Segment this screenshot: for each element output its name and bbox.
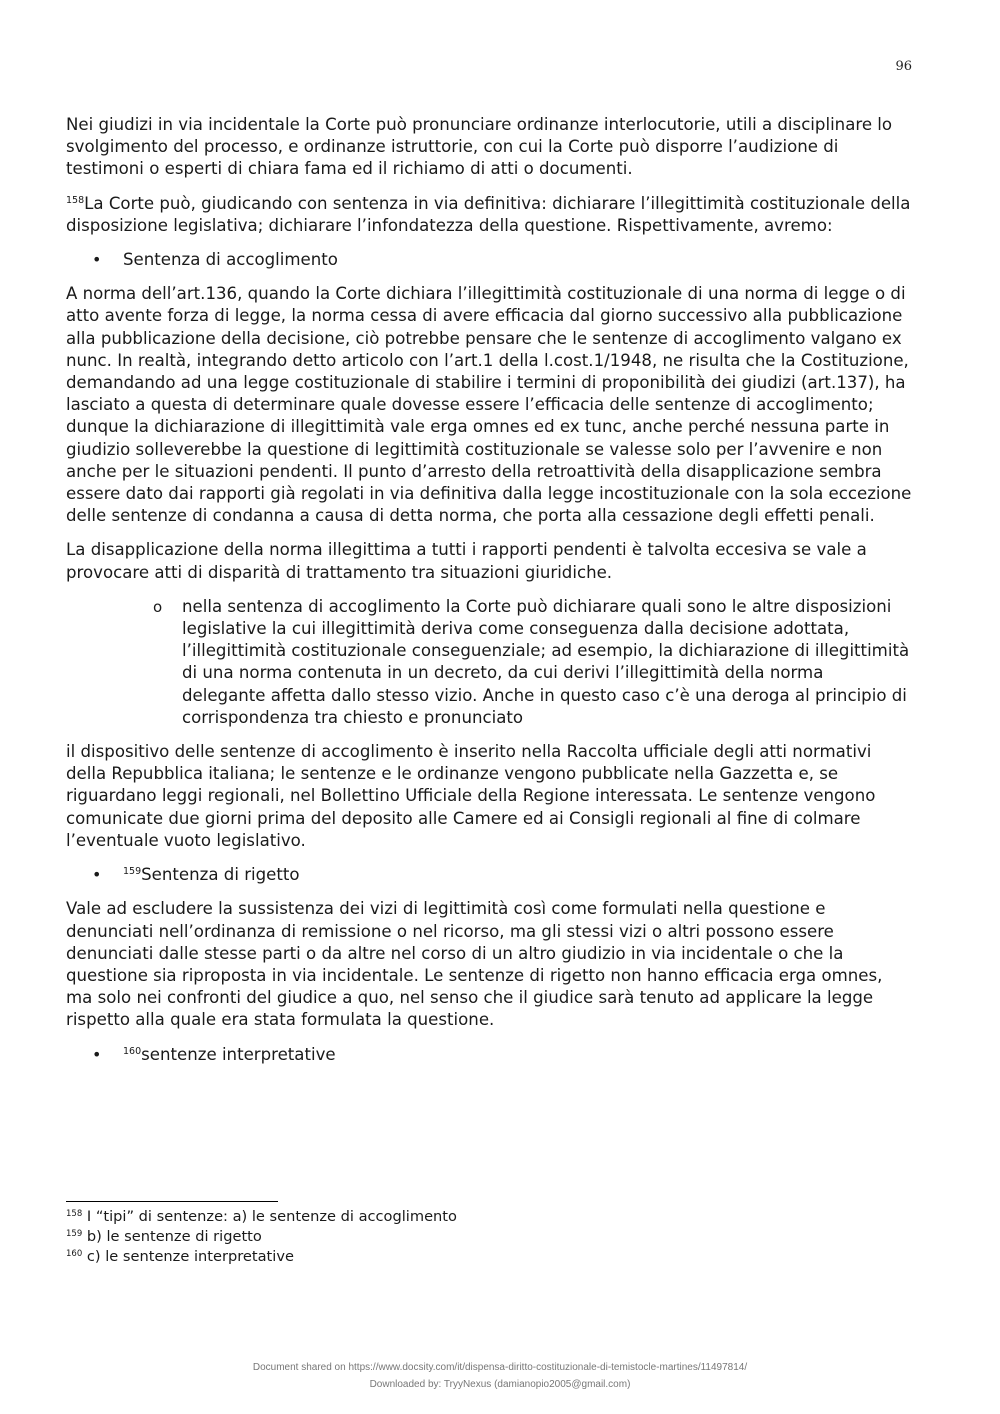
page-number: 96 <box>895 59 912 74</box>
paragraph-art-136: A norma dell’art.136, quando la Corte dichiara l’illegittimità costituzionale di una norma di legge o di atto avente forza di legge, la norma cessa di avere efficacia dal giorno successivo alla pubblicazione alla pubblicazione della decisione, ciò potrebbe pensare che le sentenze di accoglimento valgano ex nunc. In realtà, integrando detto articolo con l’art.1 della l.cost.1/1948, ne risulta che la Costituzione, demandando ad una legge costituzionale di stabilire i termini di proponibilità dei giudizi (art.137), ha lasciato a questa di determinare quale dovesse essere l’efficacia delle sentenze di accoglimento; dunque la dichiarazione di illegittimità vale erga omnes ed ex tunc, anche perché nessuna parte in giudizio solleverebbe la questione di legittimità costituzionale se valesse solo per l’avvenire e non anche per le situazioni pendenti. Il punto d’arresto della retroattività della disapplicazione sembra essere dato dai rapporti già regolati in via definitiva dalla legge incostituzionale con la sola eccezione delle sentenze di condanna a causa di detta norma, che porta alla cessazione degli effetti penali. <box>66 284 912 526</box>
bullet-label: Sentenza di rigetto <box>141 865 300 885</box>
footnote-number: 159 <box>66 1229 83 1239</box>
paragraph-sentenze-definitive <box>66 193 912 237</box>
footnote-separator <box>66 1201 278 1202</box>
bullet-sentenza-accoglimento <box>66 249 912 271</box>
footnote-text: b) le sentenze di rigetto <box>86 1228 262 1245</box>
footnote-ref-159[interactable]: 159 <box>123 866 142 878</box>
paragraph-rigetto: Vale ad escludere la sussistenza dei vizi di legittimità così come formulati nella questione e denunciati nell’ordinanza di remissione o nel ricorso, ma gli stessi vizi o altri possono essere denunciati dalle stesse parti o da altre nel corso di un altro giudizio in via incidentale o che la questione sia riproposta in via incidentale. Le sentenze di rigetto non hanno efficacia erga omnes, ma solo nei confronti del giudice a quo, nel senso che il giudice sarà tenuto ad applicare la legge rispetto alla quale era stata formulata la questione. <box>66 899 883 1030</box>
footnote-number: 158 <box>66 1209 83 1219</box>
footnote-text: c) le sentenze interpretative <box>86 1248 294 1265</box>
bullet-icon: • <box>92 250 102 270</box>
bullet-icon: • <box>92 1044 102 1064</box>
downloaded-by-text: Downloaded by: TryyNexus (damianopio2005@gmail.com) <box>369 1378 631 1390</box>
footnote-ref-160[interactable]: 160 <box>123 1045 142 1057</box>
document-body <box>66 114 912 1078</box>
paragraph-dispositivo: il dispositivo delle sentenze di accoglimento è inserito nella Raccolta ufficiale degli atti normativi della Repubblica italiana; le sentenze e le ordinanze vengono pubblicate nella Gazzetta e, se riguardano leggi regionali, nel Bollettino Ufficiale della Regione interessata. Le sentenze vengono comunicate due giorni prima del deposito alle Camere ed ai Consigli regionali al fine di colmare l’eventuale vuoto legislativo. <box>66 742 876 850</box>
footnote-number: 160 <box>66 1249 83 1259</box>
sub-bullet-text: nella sentenza di accoglimento la Corte può dichiarare quali sono le altre disposizioni legislative la cui illegittimità deriva come conseguenza dalla decisione adottata, l’illegittimità costituzionale conseguenziale; ad esempio, la dichiarazione di illegittimità di una norma contenuta in un decreto, da cui derivi l’illegittimità della norma delegante affetta dallo stesso vizio. Anche in questo caso c’è una deroga al principio di corrispondenza tra chiesto e pronunciato <box>182 596 910 727</box>
paragraph-ordinanze: Nei giudizi in via incidentale la Corte può pronunciare ordinanze interlocutorie, utili a disciplinare lo svolgimento del processo, e ordinanze istruttorie, con cui la Corte può disporre l’audizione di testimoni o esperti di chiara fama ed il richiamo di atti o documenti. <box>66 115 893 179</box>
footnote-158 <box>66 1207 912 1227</box>
footnotes <box>66 1207 912 1267</box>
paragraph-text: La Corte può, giudicando con sentenza in via definitiva: dichiarare l’illegittimità costituzionale della disposizione legislativa; dichiarare l’infondatezza della questione. Rispettivamente, avremo: <box>66 193 911 235</box>
footnote-160 <box>66 1247 912 1267</box>
shared-on-link[interactable]: Document shared on https://www.docsity.com/it/dispensa-diritto-costituzionale-di-temistocle-martines/11497814/ <box>252 1362 748 1373</box>
bullet-sentenza-rigetto <box>66 864 912 886</box>
footnote-ref-158[interactable]: 158 <box>66 194 85 206</box>
bullet-sentenze-interpretative <box>66 1044 912 1066</box>
bullet-label: Sentenza di accoglimento <box>123 250 338 270</box>
bullet-icon: • <box>92 865 102 885</box>
circle-bullet-icon: o <box>153 597 163 616</box>
bullet-label: sentenze interpretative <box>141 1044 336 1064</box>
footnote-159 <box>66 1227 912 1247</box>
sub-bullet-illegittimita-conseguenziale <box>66 596 912 729</box>
download-footer <box>0 1360 1000 1393</box>
footnote-text: I “tipi” di sentenze: a) le sentenze di accoglimento <box>86 1208 457 1225</box>
paragraph-disapplicazione: La disapplicazione della norma illegittima a tutti i rapporti pendenti è talvolta eccesiva se vale a provocare atti di disparità di trattamento tra situazioni giuridiche. <box>66 540 867 582</box>
